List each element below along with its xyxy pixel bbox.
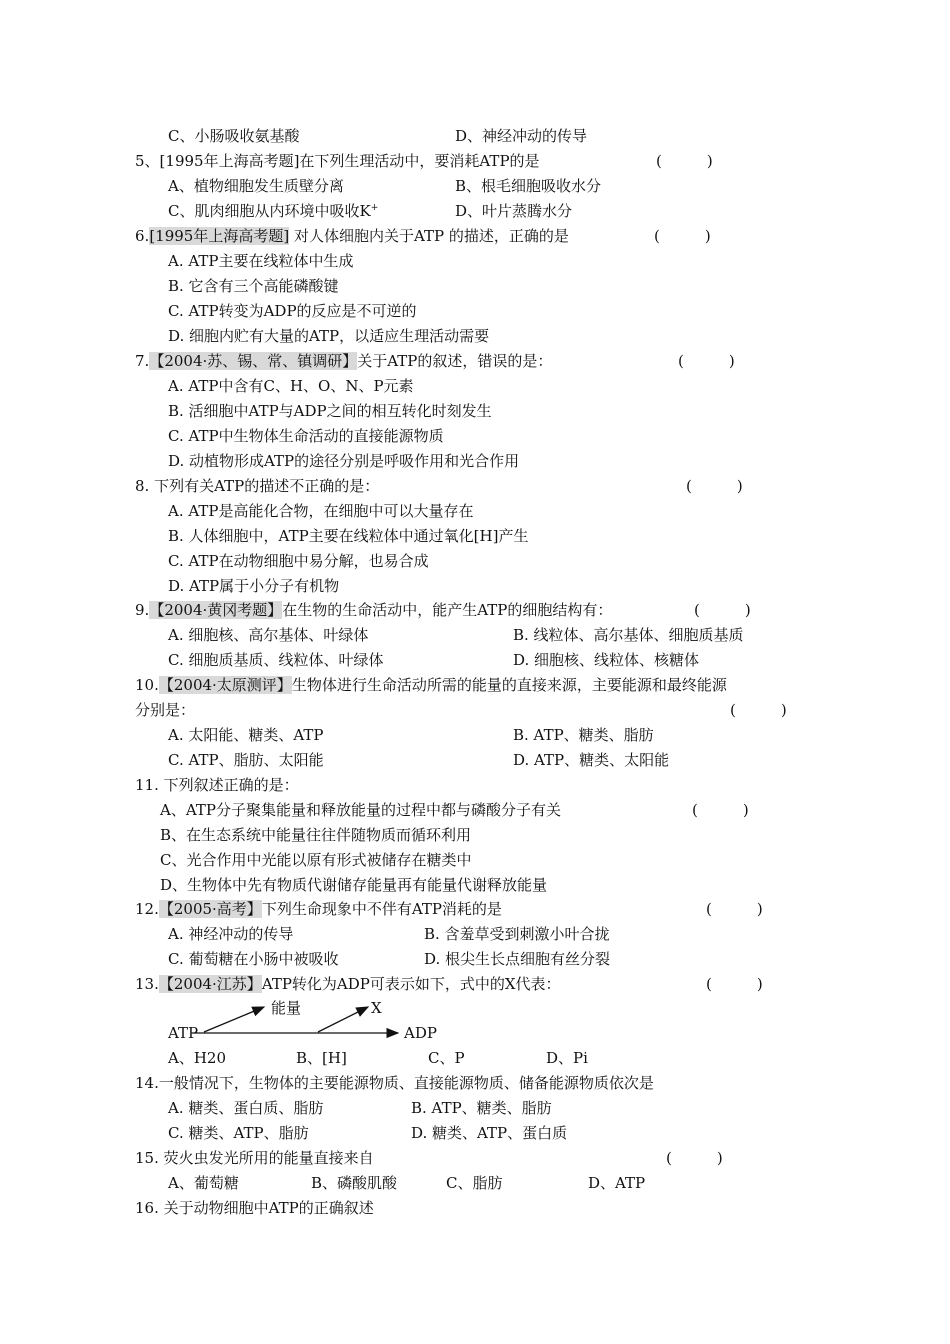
- q7-option-d: D. 动植物形成ATP的途径分别是呼吸作用和光合作用: [168, 452, 520, 470]
- q7-option-c: C. ATP中生物体生命活动的直接能源物质: [168, 427, 444, 445]
- q6-stem: [135, 226, 569, 246]
- q11-stem: 11. 下列叙述正确的是：: [135, 776, 299, 794]
- q7-paren: ( ): [678, 352, 735, 370]
- q5-option-c-text: C、肌肉细胞从内环境中吸收K: [168, 202, 371, 220]
- q9-number: 9.: [135, 601, 150, 619]
- q9-text: 在生物的生命活动中，能产生ATP的细胞结构有：: [282, 601, 613, 619]
- q15-option-d: D、ATP: [588, 1174, 646, 1192]
- q14-option-a: A. 糖类、蛋白质、脂肪: [168, 1099, 324, 1117]
- q11-option-c: C、光合作用中光能以原有形式被储存在糖类中: [160, 851, 472, 869]
- q10-stem: [135, 675, 727, 695]
- q13-stem: [135, 974, 561, 994]
- q10-option-b: B. ATP、糖类、脂肪: [513, 726, 654, 744]
- x-label: X: [371, 999, 382, 1017]
- q9-option-c: C. 细胞质基质、线粒体、叶绿体: [168, 651, 384, 669]
- energy-branch-arrow: [204, 1007, 264, 1032]
- q8-option-c: C. ATP在动物细胞中易分解，也易合成: [168, 552, 429, 570]
- q12-option-b: B. 含羞草受到刺激小叶合拢: [424, 925, 610, 943]
- q11-option-b: B、在生态系统中能量往往伴随物质而循环利用: [160, 826, 472, 844]
- q13-option-c: C、P: [428, 1049, 465, 1067]
- q6-option-b: B. 它含有三个高能磷酸键: [168, 277, 339, 295]
- q4-option-c: C、小肠吸收氨基酸: [168, 127, 300, 145]
- q7-stem: [135, 351, 552, 371]
- atp-label: ATP: [168, 1024, 199, 1042]
- q12-stem: [135, 899, 502, 919]
- q6-option-d: D. 细胞内贮有大量的ATP，以适应生理活动需要: [168, 327, 490, 345]
- q15-paren: ( ): [666, 1149, 723, 1167]
- q5-option-a: A、植物细胞发生质壁分离: [168, 177, 344, 195]
- q9-paren: ( ): [694, 601, 751, 619]
- q13-option-d: D、Pi: [546, 1049, 588, 1067]
- q7-text: 关于ATP的叙述，错误的是：: [357, 352, 553, 370]
- q6-number: 6.: [135, 227, 150, 245]
- q9-option-d: D. 细胞核、线粒体、核糖体: [513, 651, 700, 669]
- q13-source-tag: 【2004·江苏】: [158, 975, 262, 993]
- q8-paren: ( ): [686, 477, 743, 495]
- q10-paren: ( ): [730, 701, 787, 719]
- q5-paren: ( ): [656, 152, 713, 170]
- q9-source-tag: 【2004·黄冈考题】: [149, 601, 283, 619]
- q14-stem: 14.一般情况下，生物体的主要能源物质、直接能源物质、储备能源物质依次是: [135, 1074, 654, 1092]
- q12-option-c: C. 葡萄糖在小肠中被吸收: [168, 950, 339, 968]
- q12-text: 下列生命现象中不伴有ATP消耗的是: [261, 900, 502, 918]
- q9-stem: [135, 600, 612, 620]
- q15-option-c: C、脂肪: [446, 1174, 503, 1192]
- q11-option-d: D、生物体中先有物质代谢储存能量再有能量代谢释放能量: [160, 876, 548, 894]
- q13-number: 13.: [135, 975, 159, 993]
- q15-option-b: B、磷酸肌酸: [311, 1174, 398, 1192]
- q14-option-c: C. 糖类、ATP、脂肪: [168, 1124, 309, 1142]
- q10-text: 生物体进行生命活动所需的能量的直接来源，主要能源和最终能源: [291, 676, 727, 694]
- q10-stem-continued: 分别是：: [135, 701, 196, 719]
- superscript: +: [370, 203, 379, 213]
- q5-option-d: D、叶片蒸腾水分: [455, 202, 573, 220]
- q15-stem: 15. 荧火虫发光所用的能量直接来自: [135, 1149, 374, 1167]
- q10-option-a: A. 太阳能、糖类、ATP: [168, 726, 324, 744]
- q6-source-tag: [1995年上海高考题]: [149, 227, 290, 245]
- q8-stem: 8. 下列有关ATP的描述不正确的是：: [135, 477, 380, 495]
- q9-option-b: B. 线粒体、高尔基体、细胞质基质: [513, 626, 744, 644]
- q13-option-b: B、[H]: [296, 1049, 347, 1067]
- reaction-arrows-diagram: [168, 995, 408, 1045]
- q7-option-b: B. 活细胞中ATP与ADP之间的相互转化时刻发生: [168, 402, 492, 420]
- q5-stem: 5、[1995年上海高考题]在下列生理活动中，要消耗ATP的是: [135, 152, 540, 170]
- q11-option-a: A、ATP分子聚集能量和释放能量的过程中都与磷酸分子有关: [160, 801, 561, 819]
- q7-option-a: A. ATP中含有C、H、O、N、P元素: [168, 377, 414, 395]
- q11-paren: ( ): [692, 801, 749, 819]
- q12-number: 12.: [135, 900, 159, 918]
- q16-stem: 16. 关于动物细胞中ATP的正确叙述: [135, 1199, 374, 1217]
- q8-option-a: A. ATP是高能化合物，在细胞中可以大量存在: [168, 502, 474, 520]
- q15-option-a: A、葡萄糖: [168, 1174, 239, 1192]
- q7-number: 7.: [135, 352, 150, 370]
- q8-option-b: B. 人体细胞中，ATP主要在线粒体中通过氧化[H]产生: [168, 527, 529, 545]
- q7-source-tag: 【2004·苏、锡、常、镇调研】: [149, 352, 358, 370]
- q5-option-c: [168, 201, 378, 221]
- energy-label: 能量: [271, 999, 302, 1017]
- q12-option-a: A. 神经冲动的传导: [168, 925, 294, 943]
- q5-option-b: B、根毛细胞吸收水分: [455, 177, 602, 195]
- q8-option-d: D. ATP属于小分子有机物: [168, 577, 340, 595]
- q6-paren: ( ): [654, 227, 711, 245]
- q10-option-d: D. ATP、糖类、太阳能: [513, 751, 670, 769]
- q4-option-d: D、神经冲动的传导: [455, 127, 588, 145]
- q10-number: 10.: [135, 676, 159, 694]
- q12-option-d: D. 根尖生长点细胞有丝分裂: [424, 950, 611, 968]
- q14-option-d: D. 糖类、ATP、蛋白质: [411, 1124, 568, 1142]
- adp-label: ADP: [404, 1024, 437, 1042]
- x-branch-arrow: [318, 1007, 368, 1032]
- q10-source-tag: 【2004·太原测评】: [158, 676, 292, 694]
- q14-option-b: B. ATP、糖类、脂肪: [411, 1099, 552, 1117]
- q13-text: ATP转化为ADP可表示如下，式中的X代表：: [261, 975, 561, 993]
- q6-option-c: C. ATP转变为ADP的反应是不可逆的: [168, 302, 417, 320]
- q12-source-tag: 【2005·高考】: [158, 900, 262, 918]
- q10-option-c: C. ATP、脂肪、太阳能: [168, 751, 324, 769]
- q13-option-a: A、H20: [168, 1049, 227, 1067]
- q6-option-a: A. ATP主要在线粒体中生成: [168, 252, 354, 270]
- q13-paren: ( ): [706, 975, 763, 993]
- q12-paren: ( ): [706, 900, 763, 918]
- q6-text: 对人体细胞内关于ATP 的描述，正确的是: [289, 227, 569, 245]
- q9-option-a: A. 细胞核、高尔基体、叶绿体: [168, 626, 369, 644]
